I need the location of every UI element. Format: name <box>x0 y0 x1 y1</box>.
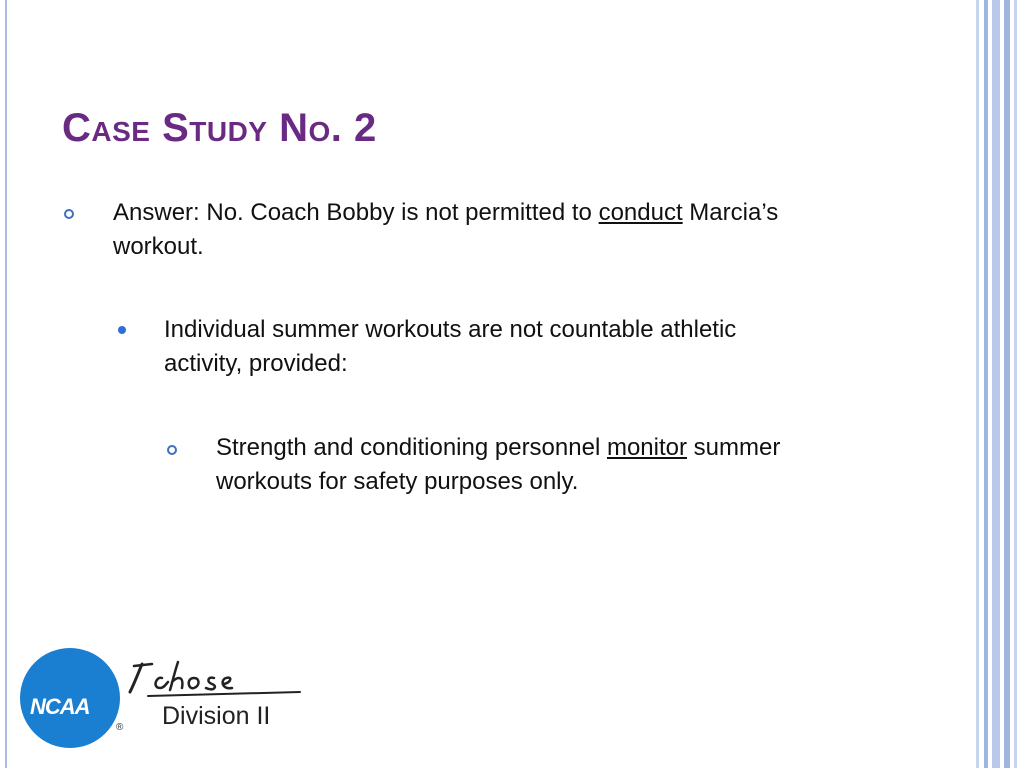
bullet-dot-icon <box>118 326 126 334</box>
strength-text-end: summer <box>686 434 781 461</box>
bullet-individual-line1: Individual summer workouts are not countable athletic <box>164 316 737 343</box>
bullet-answer-line1 <box>113 196 953 230</box>
slide-title: Case Study No. 2 <box>62 106 377 150</box>
bullet-ring-icon <box>64 209 74 219</box>
division-ii-text: Division II <box>162 702 271 730</box>
registered-mark: ® <box>116 722 124 733</box>
ncaa-logo-text: NCAA <box>30 694 90 719</box>
answer-underlined-word: conduct <box>598 199 683 226</box>
bullet-individual-line2: activity, provided: <box>164 350 348 377</box>
right-decorative-stripes <box>976 0 1024 768</box>
bullet-strength-line2: workouts for safety purposes only. <box>216 468 579 495</box>
ncaa-division-ii-logo <box>20 648 300 758</box>
bullet-individual-workouts <box>164 313 964 381</box>
bullet-strength-line1 <box>216 431 976 465</box>
bullet-strength-conditioning <box>216 431 976 499</box>
bullet-answer-line2: workout. <box>113 233 204 260</box>
strength-text: Strength and conditioning personnel <box>216 434 607 461</box>
strength-underlined-word: monitor <box>606 434 687 461</box>
i-chose-script-logo <box>128 658 308 698</box>
bullet-answer <box>113 196 953 264</box>
answer-text: Answer: No. Coach Bobby is not permitted to <box>113 199 599 226</box>
bullet-ring-icon <box>167 445 177 455</box>
left-border-line <box>5 0 7 768</box>
answer-text-end: Marcia’s <box>682 199 779 226</box>
